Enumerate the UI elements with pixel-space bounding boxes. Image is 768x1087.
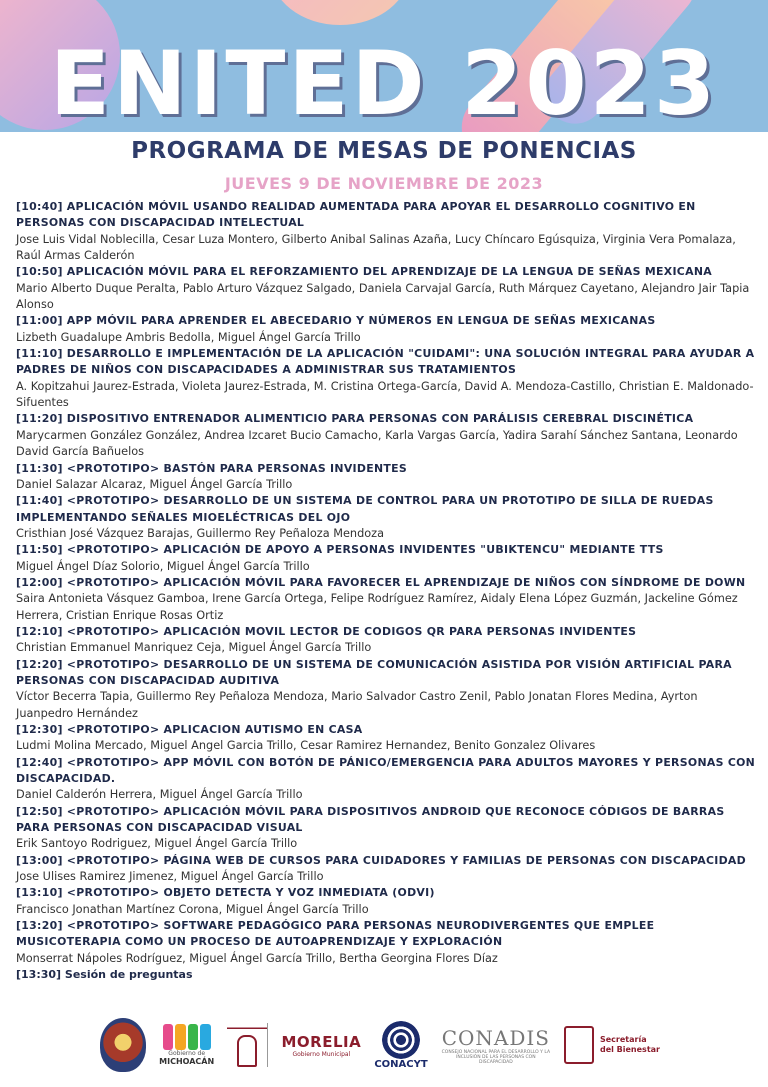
session-title: [12:10] <PROTOTIPO> APLICACIÓN MOVIL LECTOR DE CODIGOS QR PARA PERSONAS INVIDENTES (16, 624, 637, 638)
morelia-figure-icon (227, 1023, 268, 1067)
session-item (16, 264, 758, 313)
conacyt-text: CONACYT (374, 1058, 428, 1070)
session-item (16, 493, 758, 542)
session-item (16, 722, 758, 755)
session-item (16, 313, 758, 346)
bienestar-shield-icon (564, 1026, 594, 1064)
session-authors: Jose Ulises Ramirez Jimenez, Miguel Ángel García Trillo (16, 870, 324, 884)
session-item (16, 804, 758, 853)
session-title: [13:00] <PROTOTIPO> PÁGINA WEB DE CURSOS PARA CUIDADORES Y FAMILIAS DE PERSONAS CON DISCAPACIDAD (16, 853, 747, 867)
conacyt-logo (374, 1021, 427, 1070)
session-authors: A. Kopitzahui Jaurez-Estrada, Violeta Jaurez-Estrada, M. Cristina Ortega-García, David A. Mendoza-Castillo, Christian E. Maldonado-Sifuentes (16, 379, 754, 410)
session-item (16, 575, 758, 624)
session-list (16, 199, 758, 984)
session-title: [11:20] DISPOSITIVO ENTRENADOR ALIMENTICIO PARA PERSONAS CON PARÁLISIS CEREBRAL DISCINÉTICA (16, 412, 694, 426)
session-item (16, 853, 758, 886)
session-authors: Daniel Salazar Alcaraz, Miguel Ángel García Trillo (16, 477, 293, 491)
session-item (16, 918, 758, 967)
session-authors: Jose Luis Vidal Noblecilla, Cesar Luza Montero, Gilberto Anibal Salinas Azaña, Lucy Chíncaro Egúsquiza, Virginia Vera Pomalaza, Raúl Armas Calderón (16, 232, 736, 263)
michoacan-logo (159, 1024, 214, 1066)
session-item (16, 885, 758, 918)
session-title: [13:10] <PROTOTIPO> OBJETO DETECTA Y VOZ INMEDIATA (ODVI) (16, 886, 435, 900)
michoacan-mark-icon (163, 1024, 211, 1050)
session-item (16, 755, 758, 804)
bienestar-line2: del Bienestar (599, 1045, 660, 1054)
session-title: [12:20] <PROTOTIPO> DESARROLLO DE UN SISTEMA DE COMUNICACIÓN ASISTIDA POR VISIÓN ARTIFICIAL PARA PERSONAS CON DISCAPACIDAD AUDITIVA (16, 657, 732, 687)
session-authors: Erik Santoyo Rodriguez, Miguel Ángel García Trillo (16, 837, 298, 851)
bienestar-line1: Secretaría (599, 1035, 647, 1044)
conacyt-mark-icon (382, 1021, 420, 1059)
session-title: [12:30] <PROTOTIPO> APLICACION AUTISMO EN CASA (16, 723, 363, 736)
session-authors: Mario Alberto Duque Peralta, Pablo Arturo Vázquez Salgado, Daniela Carvajal García, Ruth Márquez Cayetano, Alejandro Jair Tapia Alonso (16, 281, 750, 312)
session-title: [12:50] <PROTOTIPO> APLICACIÓN MÓVIL PARA DISPOSITIVOS ANDROID QUE RECONOCE CÓDIGOS DE BARRAS PARA PERSONAS CON DISCAPACIDAD VISUAL (16, 804, 725, 835)
conadis-sub-text: CONSEJO NACIONAL PARA EL DESARROLLO Y LA INCLUSIÓN DE LAS PERSONAS CON DISCAPACIDAD (441, 1049, 551, 1065)
session-item (16, 624, 758, 657)
session-item (16, 461, 758, 494)
session-title: [12:40] <PROTOTIPO> APP MÓVIL CON BOTÓN DE PÁNICO/EMERGENCIA PARA ADULTOS MAYORES Y PERSONAS CON DISCAPACIDAD. (16, 755, 756, 786)
session-authors: Lizbeth Guadalupe Ambris Bedolla, Miguel Ángel García Trillo (16, 330, 361, 344)
session-authors: Ludmi Molina Mercado, Miguel Angel Garcia Trillo, Cesar Ramirez Hernandez, Benito Gonzalez Olivares (16, 739, 596, 753)
conadis-text: CONADIS (441, 1025, 550, 1050)
michoacan-small-text: Gobierno de (168, 1050, 206, 1057)
bienestar-logo (564, 1026, 660, 1064)
program-subtitle: PROGRAMA DE MESAS DE PONENCIAS (131, 138, 637, 164)
session-authors: Christian Emmanuel Manriquez Ceja, Miguel Ángel García Trillo (16, 641, 372, 655)
session-item (16, 199, 758, 264)
session-title: [13:20] <PROTOTIPO> SOFTWARE PEDAGÓGICO PARA PERSONAS NEURODIVERGENTES QUE EMPLEE MUSICOTERAPIA COMO UN PROCESO DE AUTOAPRENDIZAJE Y EXPLORACIÓN (16, 919, 655, 949)
michoacan-text: MICHOACÁN (159, 1057, 215, 1066)
session-item (16, 542, 758, 575)
session-authors: Francisco Jonathan Martínez Corona, Miguel Ángel García Trillo (16, 902, 369, 916)
session-item (16, 657, 758, 722)
session-authors: Monserrat Nápoles Rodríguez, Miguel Ángel García Trillo, Bertha Georgina Flores Díaz (16, 951, 498, 965)
session-title: [10:40] APLICACIÓN MÓVIL USANDO REALIDAD AUMENTADA PARA APOYAR EL DESARROLLO COGNITIVO EN PERSONAS CON DISCAPACIDAD INTELECTUAL (16, 200, 696, 230)
decorative-circle (270, 0, 410, 25)
session-authors: Víctor Becerra Tapia, Guillermo Rey Peñaloza Mendoza, Mario Salvador Castro Zenil, Pablo Jonatan Flores Medina, Ayrton Juanpedro Hernández (16, 690, 698, 720)
session-authors: Daniel Calderón Herrera, Miguel Ángel García Trillo (16, 788, 303, 802)
session-authors: Miguel Ángel Díaz Solorio, Miguel Ángel García Trillo (16, 559, 310, 573)
session-authors: Saira Antonieta Vásquez Gamboa, Irene García Ortega, Felipe Rodríguez Ramírez, Aidaly Elena López Guzmán, Jackeline Gómez Herrera, Cristian Enrique Rosas Ortiz (16, 592, 738, 622)
closing-session: [13:30] Sesión de preguntas (16, 968, 193, 982)
session-authors: Cristhian José Vázquez Barajas, Guillermo Rey Peñaloza Mendoza (16, 526, 385, 540)
event-date: JUEVES 9 DE NOVIEMBRE DE 2023 (224, 174, 544, 193)
morelia-text: MORELIA (281, 1032, 362, 1051)
session-title: [11:00] APP MÓVIL PARA APRENDER EL ABECEDARIO Y NÚMEROS EN LENGUA DE SEÑAS MEXICANAS (16, 314, 656, 328)
session-title: [12:00] <PROTOTIPO> APLICACIÓN MÓVIL PARA FAVORECER EL APRENDIZAJE DE NIÑOS CON SÍNDROME DE DOWN (16, 575, 746, 589)
university-seal-logo (100, 1018, 146, 1072)
sponsor-logos (100, 1015, 660, 1075)
session-item (16, 346, 758, 411)
session-title: [11:10] DESARROLLO E IMPLEMENTACIÓN DE LA APLICACIÓN "CUIDAMI": UNA SOLUCIÓN INTEGRAL PARA AYUDAR A PADRES DE NIÑOS CON DISCAPACIDADES A ADMINISTRAR SUS TRATAMIENTOS (16, 347, 755, 377)
event-title: ENITED 2023 (49, 32, 719, 135)
session-title: [10:50] APLICACIÓN MÓVIL PARA EL REFORZAMIENTO DEL APRENDIZAJE DE LA LENGUA DE SEÑAS MEXICANA (16, 265, 712, 279)
morelia-sub-text: Gobierno Municipal (292, 1050, 351, 1058)
session-item (16, 411, 758, 460)
morelia-logo (281, 1033, 361, 1058)
conadis-logo (441, 1026, 551, 1065)
session-authors: Marycarmen González González, Andrea Izcaret Bucio Camacho, Karla Vargas García, Yadira Sarahí Sánchez Santana, Leonardo David García Bañuelos (16, 428, 738, 459)
session-title: [11:50] <PROTOTIPO> APLICACIÓN DE APOYO A PERSONAS INVIDENTES "UBIKTENCU" MEDIANTE TTS (16, 543, 664, 557)
session-title: [11:40] <PROTOTIPO> DESARROLLO DE UN SISTEMA DE CONTROL PARA UN PROTOTIPO DE SILLA DE RUEDAS IMPLEMENTANDO SEÑALES MIOELÉCTRICAS DEL OJO (16, 494, 714, 524)
session-title: [11:30] <PROTOTIPO> BASTÓN PARA PERSONAS INVIDENTES (16, 461, 408, 475)
